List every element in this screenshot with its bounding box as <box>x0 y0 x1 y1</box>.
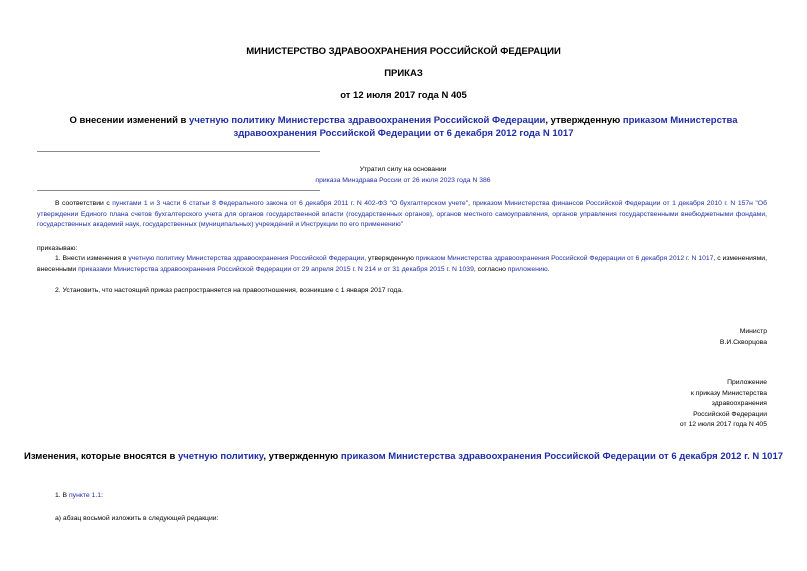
signer-position: Министр <box>739 328 767 335</box>
point1-text-1: 1. В <box>55 492 69 499</box>
accounting-policy-link[interactable]: учетную политику Министерства здравоохранения Российской Федерации <box>189 115 546 126</box>
void-note <box>290 165 516 186</box>
order-386-link[interactable]: приказа Минздрава России от 26 июля 2023 года N 386 <box>315 176 491 184</box>
appendix-line: Приложение <box>727 379 767 386</box>
ministry-heading: МИНИСТЕРСТВО ЗДРАВООХРАНЕНИЯ РОССИЙСКОЙ ФЕДЕРАЦИИ <box>246 46 561 57</box>
appendix-order-1017-link[interactable]: приказом Министерства здравоохранения Российской Федерации от 6 декабря 2012 г. N 1017 <box>340 451 784 462</box>
subpoint-a: а) абзац восьмой изложить в следующей редакции: <box>55 515 219 522</box>
appendix-line: от 12 июля 2017 года N 405 <box>679 421 767 429</box>
item1-text-4: , согласно <box>473 265 508 273</box>
appendix-line: к приказу Министерства <box>690 389 767 397</box>
appendix-header <box>560 378 767 431</box>
title-text-2: , утвержденную <box>545 115 623 126</box>
item1-accounting-policy-link[interactable]: учетную политику Министерства здравоохранения Российской Федерации <box>128 255 365 262</box>
document-type: ПРИКАЗ <box>384 68 423 79</box>
signature-block <box>560 327 767 348</box>
appendix-line: здравоохранения <box>711 400 767 408</box>
item1-text-3: , с изменениями, внесенными <box>37 255 767 273</box>
federal-law-402-link[interactable]: пунктами 1 и 3 части 6 статьи 8 Федерального закона от 6 декабря 2011 г. N 402-ФЗ "О бухгалтерском учете" <box>112 200 469 207</box>
item1-orders-214-1039-link[interactable]: приказами Министерства здравоохранения Российской Федерации от 29 апреля 2015 г. N 214 и от 31 декабря 2015 г. N 1039 <box>78 265 474 273</box>
item-2-paragraph: 2. Установить, что настоящий приказ распространяется на правоотношения, возникшие с 1 января 2017 года. <box>55 287 403 294</box>
title-text-1: О внесении изменений в <box>69 115 190 126</box>
appendix-title <box>20 451 787 463</box>
divider-bottom <box>37 190 320 191</box>
preamble-paragraph <box>37 199 767 231</box>
minfin-order-157n-link[interactable]: приказом Министерства финансов Российской Федерации от 1 декабря 2010 г. N 157н "Об утверждении Единого плана счетов бухгалтерского учета для органов государственной власти (государственных органов), органов местного самоуправления, органов управления государственными внебюджетными фондами, государственных академий наук, государственных (муниципальных) учреждений и Инструкции по его применению" <box>37 200 767 229</box>
item1-appendix-link[interactable]: приложению <box>507 265 548 273</box>
appendix-line: Российской Федерации <box>693 410 767 418</box>
item-1-paragraph <box>37 254 767 275</box>
item1-text-5: . <box>547 265 550 273</box>
item1-text-1: 1. Внести изменения в <box>55 255 129 262</box>
void-note-text: Утратил силу на основании <box>359 166 447 173</box>
item1-order-1017-link[interactable]: приказом Министерства здравоохранения Российской Федерации от 6 декабря 2012 г. N 1017 <box>415 255 714 262</box>
item1-text-2: , утвержденную <box>364 255 416 262</box>
document-date-number: от 12 июля 2017 года N 405 <box>340 90 467 101</box>
appendix-title-text-1: Изменения, которые вносятся в <box>23 451 178 462</box>
point-1 <box>55 491 103 502</box>
appendix-accounting-policy-link[interactable]: учетную политику <box>177 451 264 462</box>
order-word: приказываю: <box>37 245 78 252</box>
order-1017-link[interactable]: приказом Министерства здравоохранения Российской Федерации от 6 декабря 2012 года N 1017 <box>233 115 738 139</box>
clause-1-1-link[interactable]: пункте 1.1 <box>68 492 102 499</box>
point1-text-2: : <box>101 492 103 499</box>
appendix-title-text-2: , утвержденную <box>263 451 341 462</box>
document-title <box>40 114 767 140</box>
preamble-text-2: , <box>468 200 473 207</box>
divider-top <box>37 151 320 152</box>
preamble-text-1: В соответствии с <box>55 200 113 207</box>
signer-name: В.И.Скворцова <box>719 338 767 346</box>
